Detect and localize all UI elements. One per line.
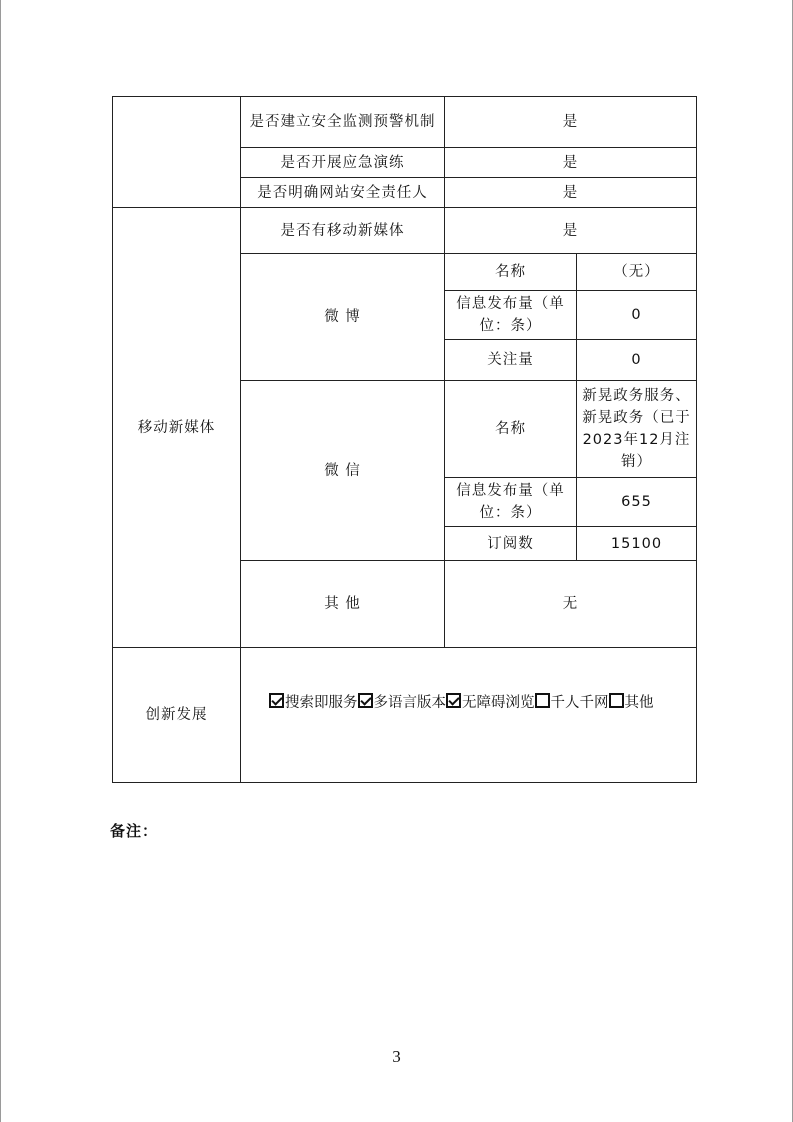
weibo-name-value: （无）: [577, 254, 697, 291]
innovation-option-label: 搜索即服务: [285, 695, 358, 711]
innovation-option-label: 多语言版本: [373, 695, 446, 711]
innovation-option[interactable]: [446, 695, 535, 711]
monitoring-value: 是: [445, 97, 697, 148]
innovation-label: 创新发展: [113, 648, 241, 783]
wechat-posts-value: 655: [577, 478, 697, 527]
innovation-option-label: 其他: [624, 695, 654, 711]
innovation-options: [241, 648, 697, 783]
wechat-subs-label: 订阅数: [445, 527, 577, 561]
wechat-name-label: 名称: [445, 381, 577, 478]
innovation-option[interactable]: [609, 695, 654, 711]
drill-label: 是否开展应急演练: [241, 148, 445, 178]
page-border-left: [0, 0, 1, 1122]
weibo-follow-value: 0: [577, 340, 697, 381]
wechat-subs-value: 15100: [577, 527, 697, 561]
checked-box-icon[interactable]: [269, 693, 284, 708]
has-new-media-value: 是: [445, 208, 697, 254]
checked-box-icon[interactable]: [358, 693, 373, 708]
responsible-label: 是否明确网站安全责任人: [241, 178, 445, 208]
other-label: 其 他: [241, 561, 445, 648]
security-section-cell: [113, 97, 241, 208]
drill-value: 是: [445, 148, 697, 178]
page-number: 3: [392, 1047, 401, 1066]
weibo-label: 微 博: [241, 254, 445, 381]
weibo-posts-label: 信息发布量（单位：条）: [445, 291, 577, 340]
innovation-option[interactable]: [269, 695, 358, 711]
weibo-posts-value: 0: [577, 291, 697, 340]
wechat-posts-label: 信息发布量（单位：条）: [445, 478, 577, 527]
table-row: [113, 208, 697, 254]
unchecked-box-icon[interactable]: [609, 693, 624, 708]
table-row: [113, 648, 697, 783]
table-row: [113, 97, 697, 148]
innovation-option[interactable]: [535, 695, 609, 711]
new-media-section-label: 移动新媒体: [113, 208, 241, 648]
unchecked-box-icon[interactable]: [535, 693, 550, 708]
innovation-option-label: 无障碍浏览: [462, 695, 535, 711]
remark-label: 备注：: [110, 822, 159, 840]
innovation-option-label: 千人千网: [550, 695, 609, 711]
innovation-option[interactable]: [358, 695, 447, 711]
wechat-name-value: 新晃政务服务、新晃政务（已于2023年12月注销）: [577, 381, 697, 478]
checked-box-icon[interactable]: [446, 693, 461, 708]
weibo-name-label: 名称: [445, 254, 577, 291]
responsible-value: 是: [445, 178, 697, 208]
has-new-media-label: 是否有移动新媒体: [241, 208, 445, 254]
monitoring-label: 是否建立安全监测预警机制: [241, 97, 445, 148]
other-value: 无: [445, 561, 697, 648]
innovation-checklist: [269, 692, 654, 714]
weibo-follow-label: 关注量: [445, 340, 577, 381]
report-table: [112, 96, 697, 783]
wechat-label: 微 信: [241, 381, 445, 561]
